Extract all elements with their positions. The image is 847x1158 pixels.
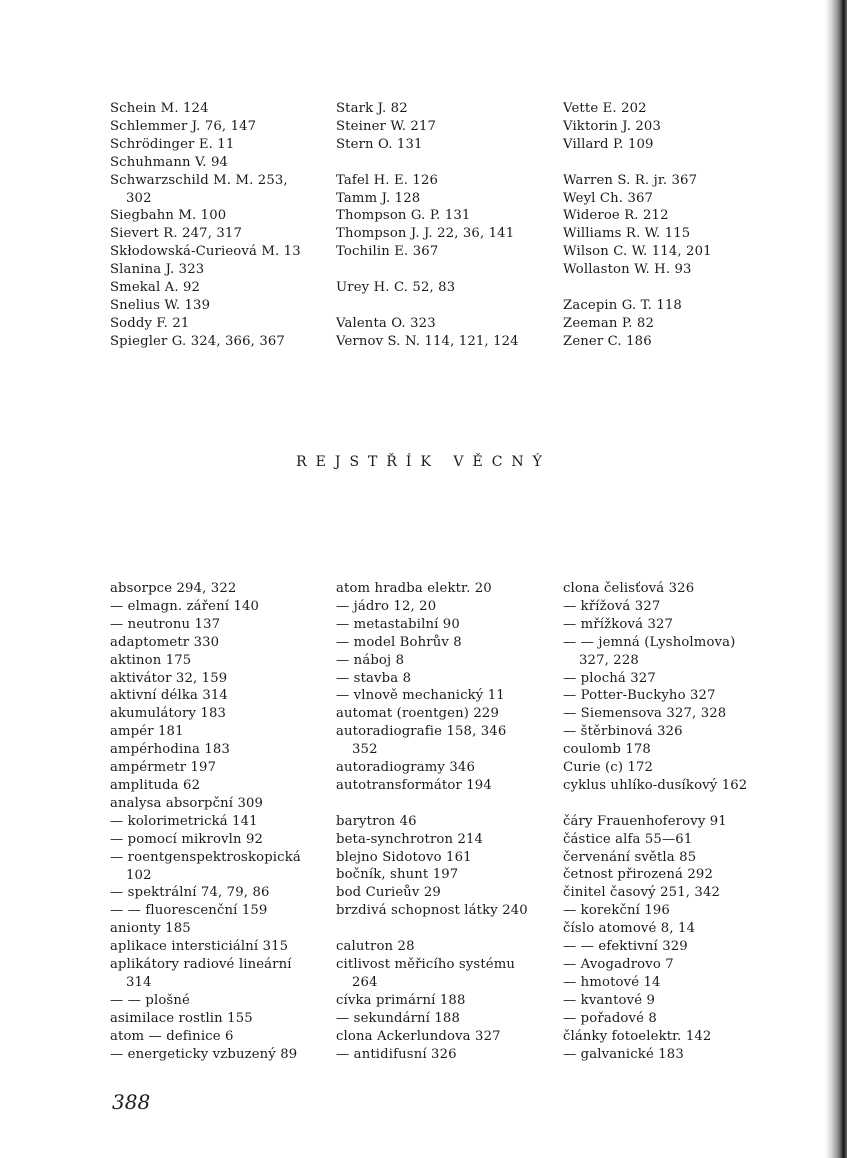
index-entry: — pomocí mikrovln 92 <box>110 831 264 847</box>
index-entry: četnost přirozená 292 <box>563 867 714 883</box>
index-entry: Tamm J. 128 <box>336 190 421 206</box>
entry-gap <box>563 154 712 172</box>
index-entry: clona čelisťová 326 <box>563 581 695 596</box>
index-entry: — Avogadrovo 7 <box>563 957 674 973</box>
index-entry: — — fluorescenční 159 <box>110 903 268 919</box>
index-entry: ampérmetr 197 <box>110 760 217 776</box>
index-entry: Wollaston W. H. 93 <box>563 262 692 278</box>
index-entry: Valenta O. 323 <box>336 315 436 331</box>
index-entry: citlivost měřicího systému <box>336 957 516 972</box>
entry-gap <box>563 795 747 813</box>
index-entry: — elmagn. záření 140 <box>110 598 260 614</box>
subject-index-column-1 <box>110 580 301 1063</box>
index-entry: adaptometr 330 <box>110 634 220 650</box>
index-entry: — energeticky vzbuzený 89 <box>110 1046 298 1062</box>
index-entry: — metastabilní 90 <box>336 616 460 632</box>
index-entry: Warren S. R. jr. 367 <box>563 172 698 188</box>
index-entry-continuation: 327, 228 <box>579 652 639 668</box>
index-entry: Urey H. C. 52, 83 <box>336 280 456 296</box>
index-entry: Wideroe R. 212 <box>563 208 669 224</box>
index-entry: Sievert R. 247, 317 <box>110 226 242 242</box>
page-number: 388 <box>112 1090 151 1114</box>
index-entry: bočník, shunt 197 <box>336 867 459 883</box>
index-entry: — plochá 327 <box>563 670 656 686</box>
index-entry-continuation: 264 <box>352 974 378 990</box>
index-entry: články fotoelektr. 142 <box>563 1028 712 1044</box>
index-entry: cívka primární 188 <box>336 992 466 1008</box>
index-entry: anionty 185 <box>110 921 191 937</box>
index-entry: — korekční 196 <box>563 903 670 919</box>
index-entry: — kvantové 9 <box>563 992 656 1008</box>
book-binding-shadow <box>825 0 847 1158</box>
index-entry: Steiner W. 217 <box>336 118 437 134</box>
index-entry: clona Ackerlundova 327 <box>336 1028 501 1044</box>
index-entry: aplikátory radiové lineární <box>110 957 292 973</box>
entry-gap <box>336 920 528 938</box>
index-entry-continuation: 352 <box>352 742 378 758</box>
index-entry: ampér 181 <box>110 724 184 740</box>
index-entry: — náboj 8 <box>336 652 405 668</box>
index-entry: — galvanické 183 <box>563 1046 684 1062</box>
index-entry: — křížová 327 <box>563 598 661 614</box>
index-entry: — Potter-Buckyho 327 <box>563 688 716 704</box>
index-entry: — hmotové 14 <box>563 974 661 990</box>
index-entry: Stern O. 131 <box>336 136 423 152</box>
index-entry: aplikace intersticiální 315 <box>110 939 289 955</box>
index-entry: blejno Sidotovo 161 <box>336 849 472 865</box>
index-entry: — jádro 12, 20 <box>336 598 437 614</box>
index-entry: Skłodowská-Curieová M. 13 <box>110 244 301 260</box>
index-entry: Soddy F. 21 <box>110 315 190 331</box>
index-entry: amplituda 62 <box>110 777 201 793</box>
index-entry: automat (roentgen) 229 <box>336 706 499 722</box>
index-entry: Viktorin J. 203 <box>563 118 662 134</box>
index-entry: — mřížková 327 <box>563 616 674 632</box>
index-entry: — neutronu 137 <box>110 616 221 632</box>
index-entry: Schrödinger E. 11 <box>110 136 235 152</box>
index-entry: — antidifusní 326 <box>336 1046 457 1062</box>
index-entry: aktivátor 32, 159 <box>110 670 228 686</box>
index-entry: — vlnově mechanický 11 <box>336 688 505 704</box>
index-entry: Curie (c) 172 <box>563 760 654 776</box>
index-entry: absorpce 294, 322 <box>110 581 237 596</box>
index-entry: Williams R. W. 115 <box>563 226 691 242</box>
index-entry: atom — definice 6 <box>110 1028 234 1044</box>
index-entry: autoradiografie 158, 346 <box>336 724 507 740</box>
index-entry: ampérhodina 183 <box>110 742 230 758</box>
index-entry: červenání světla 85 <box>563 849 697 865</box>
index-entry: Vette E. 202 <box>563 101 647 116</box>
index-entry: Zener C. 186 <box>563 333 652 349</box>
index-entry: — kolorimetrická 141 <box>110 813 258 829</box>
index-entry: Villard P. 109 <box>563 136 654 152</box>
index-entry: aktinon 175 <box>110 652 192 668</box>
index-entry: bod Curieův 29 <box>336 885 441 901</box>
index-entry: Schein M. 124 <box>110 101 209 116</box>
index-entry: — — jemná (Lysholmova) <box>563 634 736 650</box>
name-index-column-2 <box>336 100 519 351</box>
index-entry: akumulátory 183 <box>110 706 227 722</box>
index-entry: aktivní délka 314 <box>110 688 228 704</box>
index-entry: čáry Frauenhoferovy 91 <box>563 813 727 829</box>
index-entry: činitel časový 251, 342 <box>563 885 721 901</box>
index-entry: Smekal A. 92 <box>110 280 201 296</box>
index-entry: Snelius W. 139 <box>110 297 211 313</box>
index-entry: Vernov S. N. 114, 121, 124 <box>336 333 519 349</box>
index-entry: Siegbahn M. 100 <box>110 208 227 224</box>
index-entry: Tafel H. E. 126 <box>336 172 439 188</box>
subject-index-column-2 <box>336 580 528 1063</box>
index-entry: — model Bohrův 8 <box>336 634 462 650</box>
index-entry: — Siemensova 327, 328 <box>563 706 727 722</box>
index-entry: Weyl Ch. 367 <box>563 190 654 206</box>
index-entry: číslo atomové 8, 14 <box>563 921 696 937</box>
index-entry: — roentgenspektroskopická <box>110 849 301 865</box>
index-entry: Wilson C. W. 114, 201 <box>563 244 712 260</box>
index-entry: Tochilin E. 367 <box>336 244 439 260</box>
entry-gap <box>336 795 528 813</box>
index-entry: brzdivá schopnost látky 240 <box>336 903 528 919</box>
index-entry: Slanina J. 323 <box>110 262 205 278</box>
index-entry: Schuhmann V. 94 <box>110 154 229 170</box>
index-entry: — sekundární 188 <box>336 1010 461 1026</box>
subject-index-column-3 <box>563 580 747 1063</box>
index-entry: beta-synchrotron 214 <box>336 831 484 847</box>
index-entry-continuation: 314 <box>126 974 152 990</box>
entry-gap <box>336 261 519 279</box>
index-entry: — — efektivní 329 <box>563 939 688 955</box>
index-entry: calutron 28 <box>336 939 415 955</box>
index-entry: autotransformátor 194 <box>336 777 492 793</box>
entry-gap <box>563 279 712 297</box>
index-entry: — štěrbinová 326 <box>563 724 683 740</box>
index-entry: asimilace rostlin 155 <box>110 1010 253 1026</box>
index-entry: cyklus uhlíko-dusíkový 162 <box>563 777 748 793</box>
index-entry: — pořadové 8 <box>563 1010 657 1026</box>
index-entry: Schwarzschild M. M. 253, <box>110 172 288 188</box>
index-entry-continuation: 302 <box>126 190 152 206</box>
entry-gap <box>336 297 519 315</box>
index-entry: Stark J. 82 <box>336 101 408 116</box>
name-index-column-3 <box>563 100 712 351</box>
index-entry: analysa absorpční 309 <box>110 795 264 811</box>
index-entry: — spektrální 74, 79, 86 <box>110 885 270 901</box>
index-entry: barytron 46 <box>336 813 417 829</box>
index-entry: — stavba 8 <box>336 670 412 686</box>
index-entry: Thompson J. J. 22, 36, 141 <box>336 226 515 242</box>
index-entry: částice alfa 55—61 <box>563 831 693 847</box>
entry-gap <box>336 154 519 172</box>
section-heading: REJSTŘÍK VĚCNÝ <box>296 454 551 470</box>
name-index-column-1 <box>110 100 301 351</box>
index-entry: Zacepin G. T. 118 <box>563 297 682 313</box>
index-entry: Thompson G. P. 131 <box>336 208 471 224</box>
index-entry: autoradiogramy 346 <box>336 760 475 776</box>
index-entry: coulomb 178 <box>563 742 651 758</box>
index-entry: — — plošné <box>110 992 190 1008</box>
index-entry: atom hradba elektr. 20 <box>336 581 492 596</box>
index-entry: Spiegler G. 324, 366, 367 <box>110 333 285 349</box>
index-entry: Zeeman P. 82 <box>563 315 654 331</box>
index-entry-continuation: 102 <box>126 867 152 883</box>
index-entry: Schlemmer J. 76, 147 <box>110 118 257 134</box>
